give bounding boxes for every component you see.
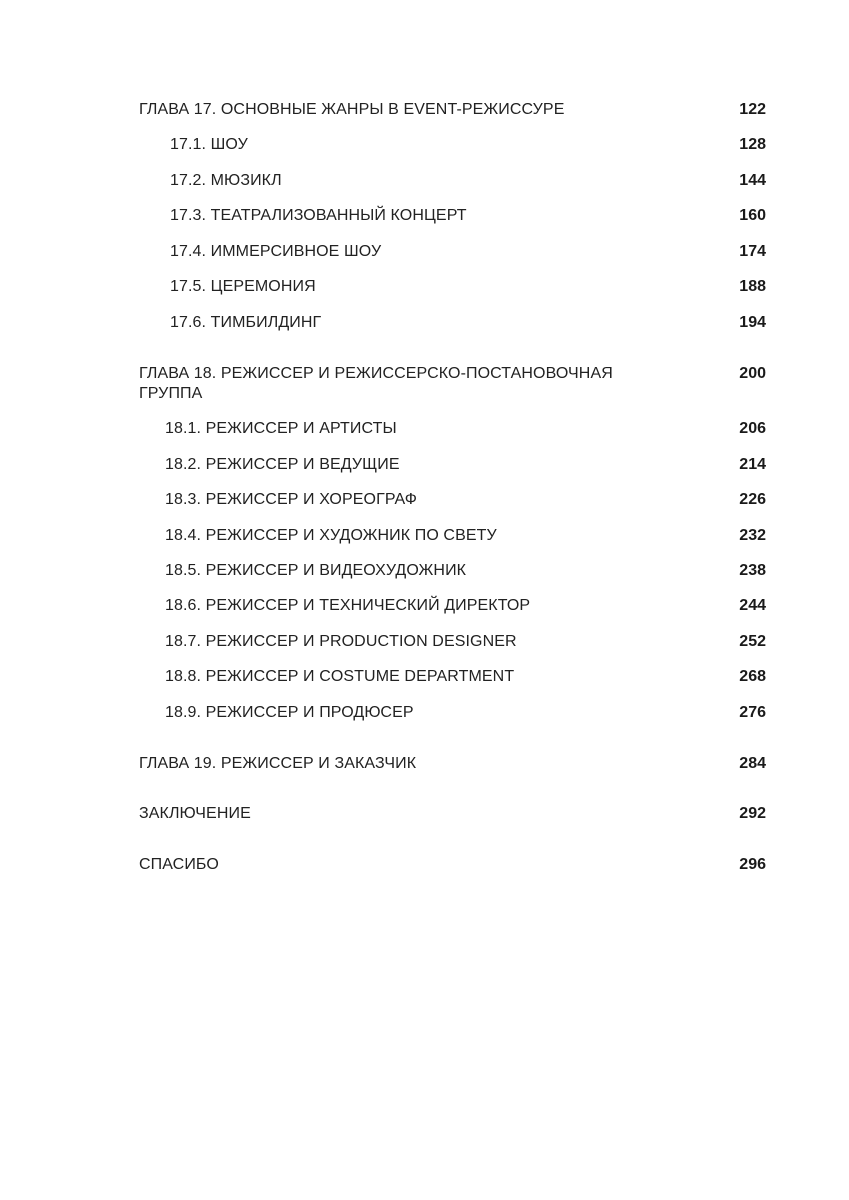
toc-entry-title: 18.1. РЕЖИССЕР И АРТИСТЫ	[165, 420, 397, 437]
toc-entry-page: 206	[739, 420, 766, 437]
toc-entry-title: 18.8. РЕЖИССЕР И COSTUME DEPARTMENT	[165, 668, 515, 685]
toc-entry-page: 128	[739, 136, 766, 153]
toc-entry-page: 276	[739, 704, 766, 721]
toc-entry-title: 17.5. ЦЕРЕМОНИЯ	[170, 278, 316, 295]
toc-entry-title: 18.5. РЕЖИССЕР И ВИДЕОХУДОЖНИК	[165, 562, 467, 579]
toc-entry-page: 200	[739, 365, 766, 382]
toc-entry-title: ЗАКЛЮЧЕНИЕ	[139, 805, 251, 822]
toc-entry-title: 18.3. РЕЖИССЕР И ХОРЕОГРАФ	[165, 491, 418, 508]
toc-entry-page: 252	[739, 633, 766, 650]
toc-entry-page: 292	[739, 805, 766, 822]
toc-entry-title: 18.6. РЕЖИССЕР И ТЕХНИЧЕСКИЙ ДИРЕКТОР	[165, 597, 531, 614]
toc-entry-page: 238	[739, 562, 766, 579]
toc-entry-title: СПАСИБО	[139, 856, 219, 873]
toc-entry-page: 144	[739, 172, 766, 189]
toc-entry-title: 17.2. МЮЗИКЛ	[170, 172, 282, 189]
toc-entry-page: 160	[739, 207, 766, 224]
toc-entry-page: 174	[739, 243, 766, 260]
toc-entry-title: 17.1. ШОУ	[170, 136, 248, 153]
toc-entry-page: 296	[739, 856, 766, 873]
toc-entry-page: 244	[739, 597, 766, 614]
toc-entry-page: 284	[739, 755, 766, 772]
toc-entry-title: ГЛАВА 19. РЕЖИССЕР И ЗАКАЗЧИК	[139, 755, 417, 772]
toc-entry-title: 18.2. РЕЖИССЕР И ВЕДУЩИЕ	[165, 456, 400, 473]
toc-entry-page: 214	[739, 456, 766, 473]
toc-entry-title: 18.4. РЕЖИССЕР И ХУДОЖНИК ПО СВЕТУ	[165, 527, 497, 544]
toc-entry-title: 17.6. ТИМБИЛДИНГ	[170, 314, 322, 331]
toc-entry-title: 17.3. ТЕАТРАЛИЗОВАННЫЙ КОНЦЕРТ	[170, 207, 467, 224]
toc-entry-title: ГЛАВА 17. ОСНОВНЫЕ ЖАНРЫ В EVENT-РЕЖИССУРЕ	[139, 101, 565, 118]
toc-entry-page: 122	[739, 101, 766, 118]
toc-entry-page: 268	[739, 668, 766, 685]
toc-entry-page: 194	[739, 314, 766, 331]
toc-entry-title: 17.4. ИММЕРСИВНОЕ ШОУ	[170, 243, 382, 260]
toc-entry-page: 188	[739, 278, 766, 295]
toc-entry-page: 232	[739, 527, 766, 544]
toc-entry-title: 18.9. РЕЖИССЕР И ПРОДЮСЕР	[165, 704, 414, 721]
toc-entry-title: ГЛАВА 18. РЕЖИССЕР И РЕЖИССЕРСКО-ПОСТАНОВОЧНАЯ ГРУППА	[139, 365, 613, 402]
toc-entry-title: 18.7. РЕЖИССЕР И PRODUCTION DESIGNER	[165, 633, 517, 650]
toc-entry-page: 226	[739, 491, 766, 508]
